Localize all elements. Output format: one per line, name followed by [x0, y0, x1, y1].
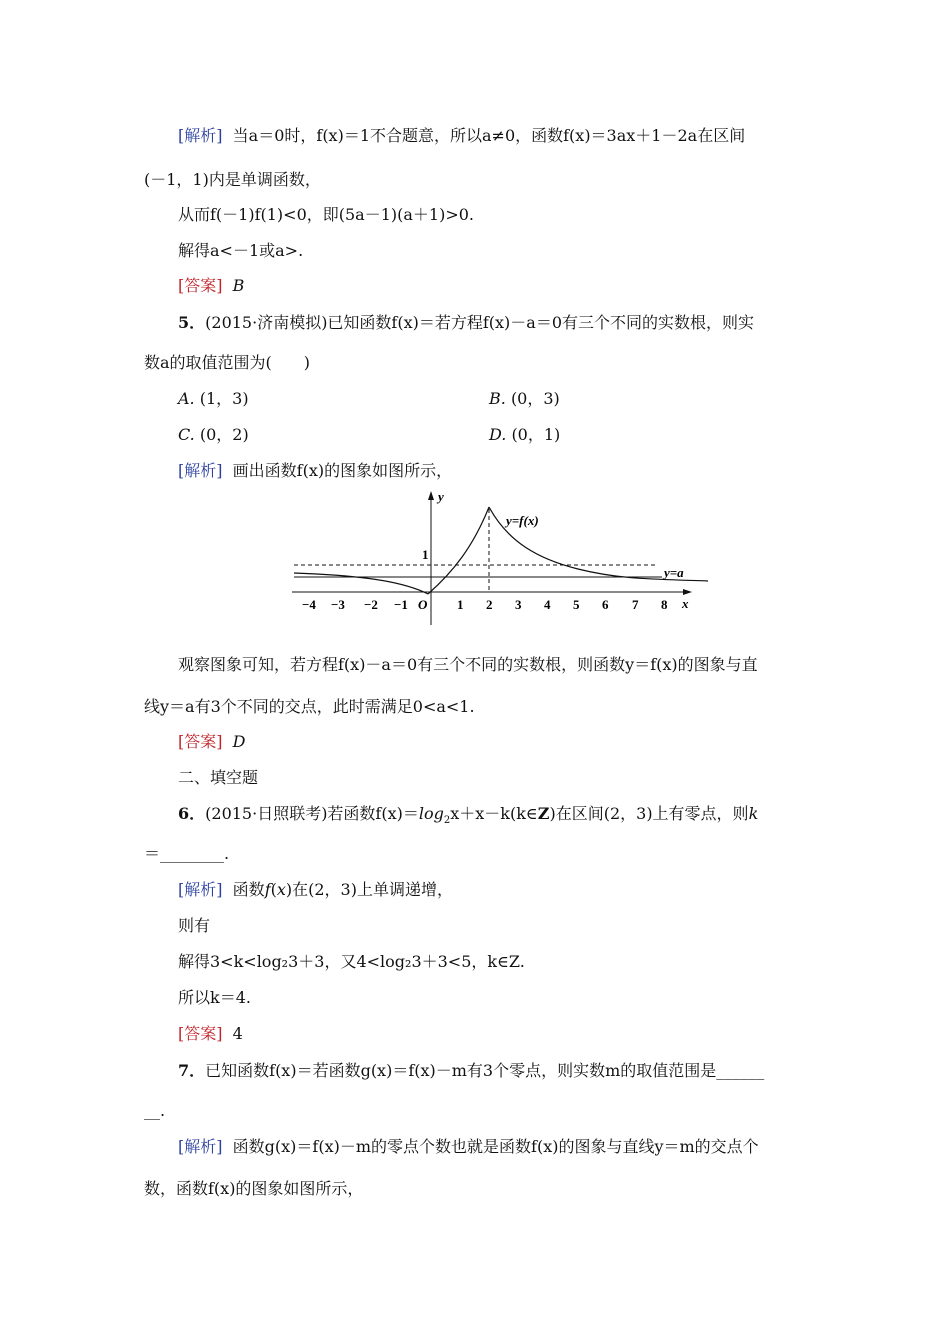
x-tick: −1 — [394, 597, 408, 612]
q5-stem-line-1 — [178, 313, 754, 333]
curve-left-branch — [294, 573, 428, 594]
q4-analysis-line-3: 从而f(－1)f(1)<0，即(5a－1)(a＋1)>0. — [178, 205, 475, 224]
x-tick-labels — [302, 597, 668, 612]
x-tick: 7 — [632, 597, 639, 612]
q7-stem-line-1 — [178, 1061, 764, 1081]
q7-stem-line-2: __. — [144, 1101, 166, 1120]
q5-observe-line-1: 观察图象可知，若方程f(x)－a＝0有三个不同的实数根，则函数y＝f(x)的图象与直 — [178, 655, 758, 674]
line-label: y=a — [664, 565, 684, 580]
q6-stem-part: x＋x－k(k∈ — [450, 804, 538, 823]
analysis-tag: [解析] — [178, 1137, 223, 1156]
x-tick: −3 — [331, 597, 345, 612]
q5-option-c[interactable] — [178, 425, 249, 445]
q6-analysis-part: )在(2，3)上单调递增， — [285, 880, 453, 899]
q4-answer: B — [232, 276, 245, 295]
q7-number: 7． — [178, 1061, 206, 1080]
q6-stem-part: (2015·日照联考)若函数f(x)＝ — [205, 804, 419, 823]
y-axis-arrow-icon — [428, 491, 434, 500]
one-label: 1 — [422, 547, 429, 562]
q7-stem-text-1: 已知函数f(x)＝若函数g(x)＝f(x)－m有3个零点，则实数m的取值范围是______ — [205, 1061, 765, 1080]
q4-analysis-line-4: 解得a<－1或a>. — [178, 241, 304, 260]
q5-analysis-line-1 — [178, 461, 452, 481]
option-letter: A. — [178, 389, 195, 408]
option-text: (0，3) — [510, 389, 560, 408]
q4-analysis-line-1 — [178, 126, 745, 146]
q4-answer-line — [178, 276, 244, 296]
q6-answer: 4 — [232, 1024, 243, 1043]
origin-label: O — [418, 597, 428, 612]
x-tick: 2 — [486, 597, 493, 612]
q6-stem-line-1 — [178, 804, 758, 831]
x-tick: 3 — [515, 597, 522, 612]
option-letter: C. — [178, 425, 195, 444]
answer-tag: [答案] — [178, 1024, 223, 1043]
analysis-tag: [解析] — [178, 126, 223, 145]
q5-answer: D — [232, 732, 246, 751]
q6-analysis-part: x — [276, 880, 286, 899]
q5-observe-line-2: 线y＝a有3个不同的交点，此时需满足0<a<1. — [144, 697, 475, 716]
q6-analysis-line-3: 解得3<k<log₂3＋3，又4<log₂3＋3<5，k∈Z. — [178, 952, 525, 971]
x-tick: 1 — [457, 597, 464, 612]
q6-analysis-part: f — [264, 880, 271, 899]
q6-analysis-line-1 — [178, 880, 453, 900]
x-tick: 6 — [602, 597, 609, 612]
q5-analysis-text-1: 画出函数f(x)的图象如图所示， — [232, 461, 453, 480]
x-tick: 5 — [573, 597, 580, 612]
option-text: (0，1) — [511, 425, 561, 444]
q6-stem-line-2: ＝________. — [144, 844, 230, 863]
q5-option-b[interactable] — [489, 389, 560, 409]
q6-stem-log-base: 2 — [443, 815, 451, 827]
section-heading: 二、填空题 — [178, 768, 259, 787]
q6-stem-log: log — [418, 804, 444, 823]
x-tick: 4 — [544, 597, 551, 612]
option-letter: B. — [489, 389, 506, 408]
q7-analysis-text-1: 函数g(x)＝f(x)－m的零点个数也就是函数f(x)的图象与直线y＝m的交点个 — [232, 1137, 759, 1156]
q4-analysis-line-2: (－1，1)内是单调函数， — [144, 170, 321, 189]
q6-stem-set-z: Z — [537, 804, 550, 823]
analysis-tag: [解析] — [178, 880, 223, 899]
q6-analysis-line-2: 则有 — [178, 916, 211, 935]
q5-option-d[interactable] — [489, 425, 560, 445]
x-tick: −2 — [364, 597, 378, 612]
curve-label: y=f(x) — [506, 513, 539, 528]
y-axis-label: y — [438, 489, 444, 504]
q6-number: 6． — [178, 804, 206, 823]
answer-tag: [答案] — [178, 276, 223, 295]
q6-analysis-line-4: 所以k＝4. — [178, 988, 251, 1007]
answer-tag: [答案] — [178, 732, 223, 751]
q5-stem-line-2: 数a的取值范围为( ) — [144, 353, 311, 372]
curve-rising-branch — [428, 507, 489, 594]
x-tick: 8 — [661, 597, 668, 612]
q6-stem-k: k — [748, 804, 759, 823]
q6-analysis-part: ( — [270, 880, 277, 899]
x-tick: −4 — [302, 597, 316, 612]
x-axis-arrow-icon — [683, 589, 692, 595]
q7-analysis-line-2: 数，函数f(x)的图象如图所示， — [144, 1179, 364, 1198]
option-letter: D. — [489, 425, 507, 444]
q5-option-a[interactable] — [178, 389, 249, 409]
function-graph — [288, 487, 708, 632]
analysis-tag: [解析] — [178, 461, 223, 480]
q6-stem-part: )在区间(2，3)上有零点，则 — [549, 804, 749, 823]
option-text: (1，3) — [199, 389, 249, 408]
option-text: (0，2) — [199, 425, 249, 444]
q6-answer-line — [178, 1024, 243, 1044]
q5-number: 5． — [178, 313, 206, 332]
q7-analysis-line-1 — [178, 1137, 759, 1157]
q4-analysis-text-1: 当a＝0时，f(x)＝1不合题意，所以a≠0，函数f(x)＝3ax＋1－2a在区间 — [232, 126, 746, 145]
q5-answer-line — [178, 732, 246, 752]
q5-stem-text-1: (2015·济南模拟)已知函数f(x)＝若方程f(x)－a＝0有三个不同的实数根，则实 — [205, 313, 755, 332]
x-axis-label: x — [682, 596, 689, 611]
q6-analysis-part: 函数 — [232, 880, 265, 899]
